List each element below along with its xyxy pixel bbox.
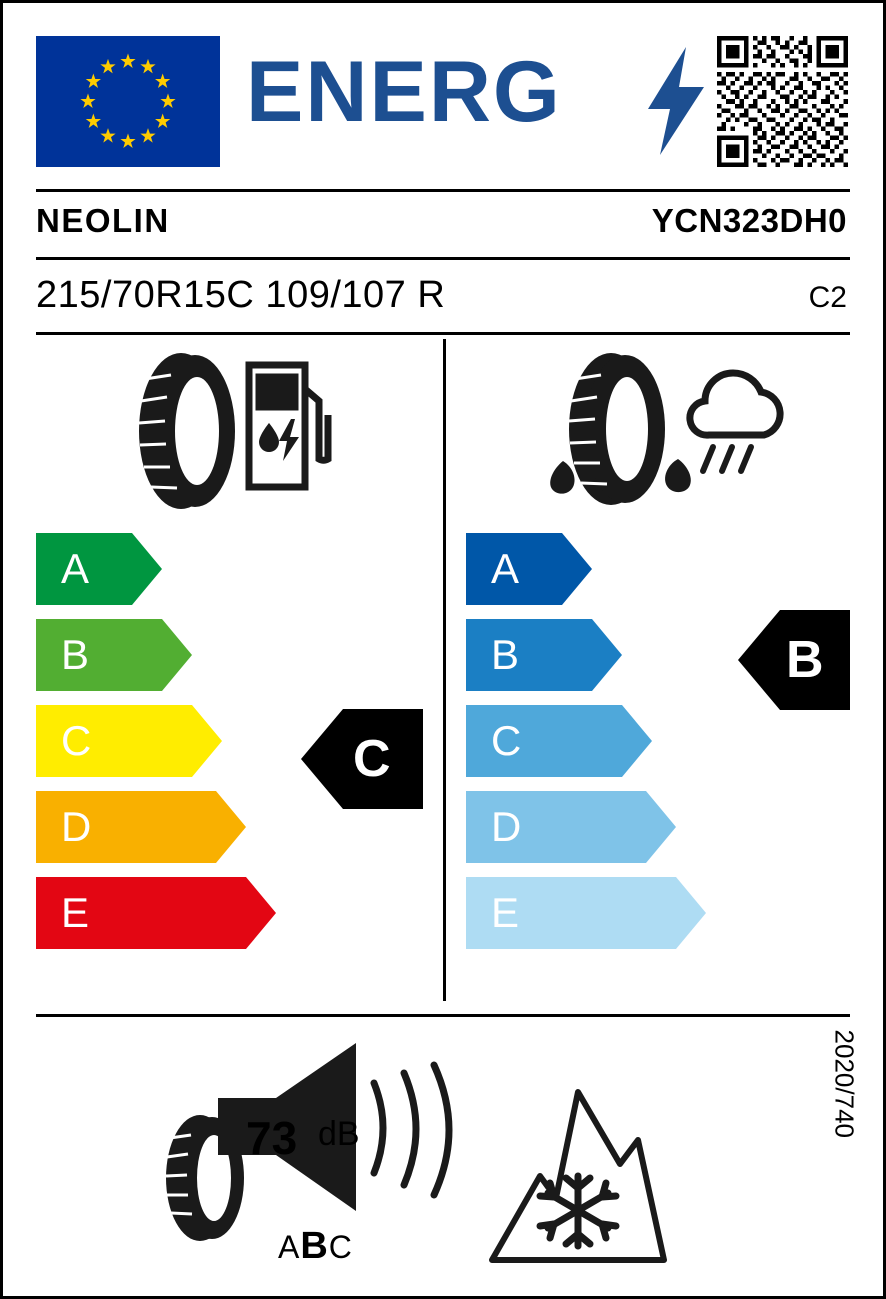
fuel-efficiency-scale: [36, 533, 276, 963]
fuel-grade-e-label: E: [61, 889, 90, 936]
divider-noise: [36, 1014, 850, 1017]
rain-cloud-icon: [690, 373, 780, 471]
fuel-grade-e: [36, 877, 276, 949]
divider-vertical: [443, 339, 446, 1001]
wet-grade-d-label: D: [491, 803, 522, 850]
wet-grip-selected-marker: [738, 610, 850, 710]
fuel-grade-b-label: B: [61, 631, 90, 678]
noise-class-a: A: [278, 1229, 301, 1265]
three-peak-mountain-snowflake-icon: [488, 1088, 668, 1268]
tyre-class: C2: [808, 281, 847, 314]
tyre-icon: [139, 353, 235, 509]
snow-grip-group: [488, 1088, 668, 1268]
wet-grip-scale: [466, 533, 706, 963]
noise-emission-group: [158, 1043, 478, 1273]
fuel-grade-d: [36, 791, 276, 863]
label-header: [3, 3, 883, 186]
noise-unit: dB: [318, 1115, 360, 1153]
fuel-grade-a: [36, 533, 276, 605]
wet-grade-e: [466, 877, 706, 949]
wet-grip-pictogram: [533, 349, 798, 514]
wet-grade-d: [466, 791, 706, 863]
manufacturer-name: NEOLIN: [36, 202, 170, 239]
fuel-grade-d-label: D: [61, 803, 92, 850]
wet-grade-a: [466, 533, 706, 605]
eu-flag-stars: [36, 36, 220, 167]
fuel-grade-b: [36, 619, 276, 691]
fuel-efficiency-selected-marker: [301, 709, 423, 809]
lightning-bolt-icon: [648, 47, 704, 155]
fuel-grade-c-label: C: [61, 717, 92, 764]
wet-grade-c: [466, 705, 706, 777]
tyre-type-identifier: YCN323DH0: [651, 202, 847, 239]
fuel-grade-c: [36, 705, 276, 777]
wet-grade-e-label: E: [491, 889, 520, 936]
wet-grade-b: [466, 619, 706, 691]
wet-grade-a-label: A: [491, 545, 520, 592]
noise-value: 73: [246, 1112, 298, 1164]
wet-grip-selected-grade: B: [786, 631, 824, 689]
divider-brand: [36, 189, 850, 192]
divider-size: [36, 257, 850, 260]
page-title: ENERG: [246, 44, 562, 140]
fuel-efficiency-selected-grade: C: [353, 730, 391, 788]
regulation-reference: 2020/740: [829, 1029, 859, 1138]
tyre-size-designation: 215/70R15C 109/107 R: [36, 274, 446, 316]
noise-class-c: C: [328, 1229, 353, 1265]
fuel-efficiency-pictogram: [123, 349, 333, 514]
noise-class-scale: [278, 1225, 353, 1268]
snowflake-icon: [540, 1176, 616, 1246]
fuel-drop-bolt: [259, 419, 299, 461]
sound-waves-icon: [374, 1065, 449, 1195]
tyre-icon: [569, 353, 665, 505]
fuel-grade-a-label: A: [61, 545, 90, 592]
divider-class: [36, 332, 850, 335]
wet-grade-c-label: C: [491, 717, 522, 764]
european-union-flag-icon: [36, 36, 220, 167]
wet-grade-b-label: B: [491, 631, 520, 678]
qr-code-icon: [717, 36, 848, 167]
noise-class-b: B: [300, 1225, 329, 1267]
